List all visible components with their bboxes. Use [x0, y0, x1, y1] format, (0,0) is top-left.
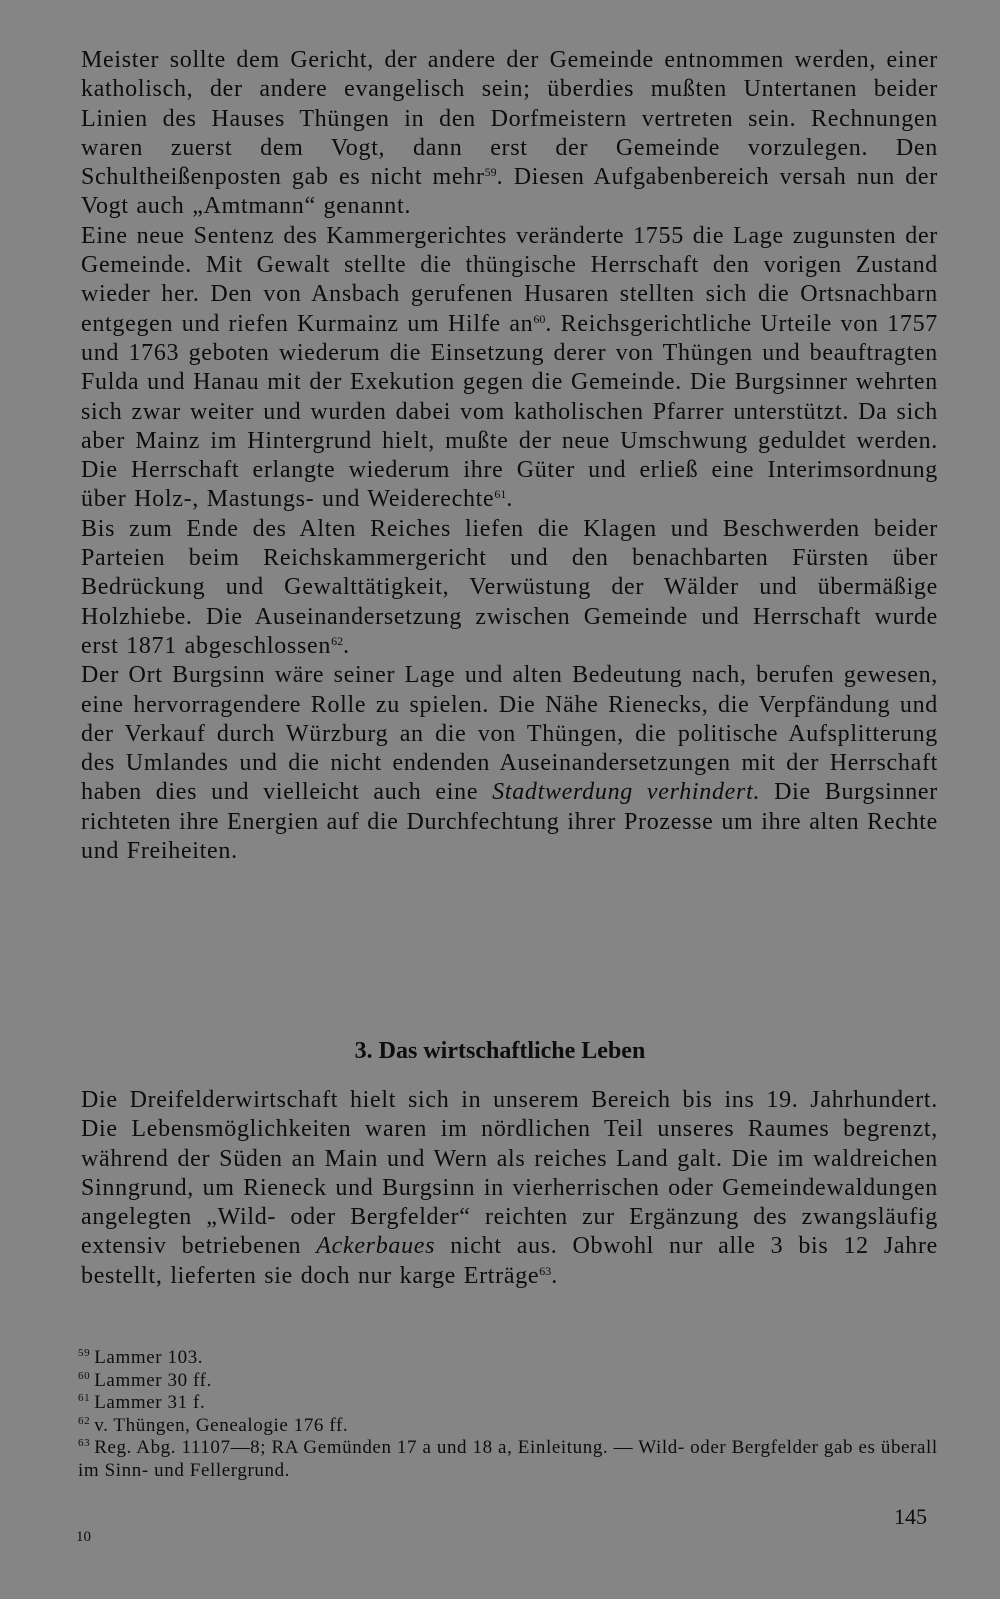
- footnote-number: 62: [78, 1414, 91, 1427]
- footnote-reference: 59: [484, 165, 497, 180]
- footnote-reference: 60: [533, 311, 546, 326]
- paragraph: [81, 1086, 938, 1291]
- text-segment: . Diesen Aufgabenbereich versah nun der Vogt auch „Amtmann“ genannt.: [81, 164, 938, 220]
- text-segment: Bis zum Ende des Alten Reiches liefen die Klagen und Beschwerden beider Parteien beim Reichskammergericht und den benachbarten Fürsten über Bedrückung und Gewalttätigkeit, Verwüstung der Wälder und übermäßige Holzhiebe. Die Auseinandersetzung zwischen Gemeinde und Herrschaft wurde erst 1871 abgeschlossen: [81, 515, 938, 659]
- text-segment: nicht aus. Obwohl nur alle 3 bis 12 Jahre bestellt, lieferten sie doch nur karge Erträge: [81, 1233, 938, 1289]
- footnote-reference: 61: [494, 487, 507, 502]
- footnote-number: 60: [78, 1369, 91, 1382]
- main-text: [81, 46, 938, 866]
- footnote-text: Lammer 103.: [94, 1347, 204, 1368]
- footnotes: [78, 1347, 938, 1483]
- footnote-text: Reg. Abg. 11107—8; RA Gemünden 17 a und 18 a, Einleitung. — Wild- oder Bergfelder gab es überall im Sinn- und Fellergrund.: [78, 1437, 938, 1481]
- footnote: [78, 1370, 938, 1393]
- emphasis: Stadtwerdung verhindert.: [492, 779, 761, 806]
- emphasis: Ackerbaues: [316, 1233, 436, 1260]
- footnote: [78, 1415, 938, 1438]
- footnote-number: 61: [78, 1392, 91, 1405]
- paragraph: [81, 661, 938, 866]
- text-segment: . Reichsgerichtliche Urteile von 1757 und 1763 geboten wiederum die Einsetzung derer von Thüngen und beauftragten Fulda und Hanau mit der Exekution gegen die Gemeinde. Die Burgsinner wehrten sich zwar weiter und wurden dabei vom katholischen Pfarrer unterstützt. Da sich aber Mainz im Hintergrund hielt, mußte der neue Umschwung geduldet werden. Die Herrschaft erlangte wiederum ihre Güter und erließ eine Interimsordnung über Holz-, Mastungs- und Weiderechte: [81, 310, 938, 513]
- paragraph: [81, 222, 938, 515]
- text-segment: Der Ort Burgsinn wäre seiner Lage und alten Bedeutung nach, berufen gewesen, eine hervorragendere Rolle zu spielen. Die Nähe Rienecks, die Verpfändung und der Verkauf durch Würzburg an die von Thüngen, die politische Aufsplitterung des Umlandes und die nicht endenden Auseinandersetzungen mit der Herrschaft haben dies und vielleicht auch eine: [81, 662, 938, 806]
- text-segment: .: [506, 486, 514, 513]
- text-segment: .: [551, 1262, 558, 1289]
- text-segment: Eine neue Sentenz des Kammergerichtes veränderte 1755 die Lage zugunsten der Gemeinde. Mit Gewalt stellte die thüngische Herrschaft den vorigen Zustand wieder her. Den von Ansbach gerufenen Husaren stellten sich die Ortsnachbarn entgegen und riefen Kurmainz um Hilfe an: [81, 222, 938, 337]
- footnote-number: 59: [78, 1347, 91, 1359]
- text-segment: Meister sollte dem Gericht, der andere der Gemeinde entnommen werden, einer katholisch, der andere evangelisch sein; überdies mußten Untertanen beider Linien des Hauses Thüngen in den Dorfmeistern vertreten sein. Rechnungen waren zuerst dem Vogt, dann erst der Gemeinde vorzulegen. Den Schultheißenposten gab es nicht mehr: [81, 47, 938, 191]
- text-segment: Die Dreifelderwirtschaft hielt sich in unserem Bereich bis ins 19. Jahrhundert. Die Lebensmöglichkeiten waren im nördlichen Teil unseres Raumes begrenzt, während der Süden an Main und Wern als reiches Land galt. Die im waldreichen Sinngrund, um Rieneck und Burgsinn in vierherrischen oder Gemeindewaldungen angelegten „Wild- oder Bergfelder“ reichten zur Ergänzung des zwangsläufig extensiv betriebenen: [81, 1087, 938, 1260]
- signature-mark: 10: [76, 1529, 91, 1545]
- section-text: [81, 1086, 938, 1291]
- section-heading: 3. Das wirtschaftliche Leben: [354, 1038, 646, 1064]
- footnote-text: v. Thüngen, Genealogie 176 ff.: [94, 1414, 349, 1436]
- footnote: [78, 1392, 938, 1415]
- footnote-reference: 63: [539, 1263, 552, 1278]
- footnote: [78, 1437, 938, 1482]
- paragraph: [81, 46, 938, 222]
- footnote-number: 63: [78, 1437, 91, 1450]
- footnote-text: Lammer 31 f.: [94, 1392, 206, 1414]
- text-segment: Die Burgsinner richteten ihre Energien auf die Durchfechtung ihrer Prozesse um ihre alten Rechte und Freiheiten.: [81, 779, 938, 865]
- text-segment: .: [343, 632, 350, 659]
- footnote-text: Lammer 30 ff.: [94, 1369, 212, 1391]
- paragraph: [81, 515, 938, 661]
- footnote-reference: 62: [331, 633, 344, 648]
- footnote: [78, 1347, 938, 1370]
- page-number: 145: [894, 1504, 927, 1529]
